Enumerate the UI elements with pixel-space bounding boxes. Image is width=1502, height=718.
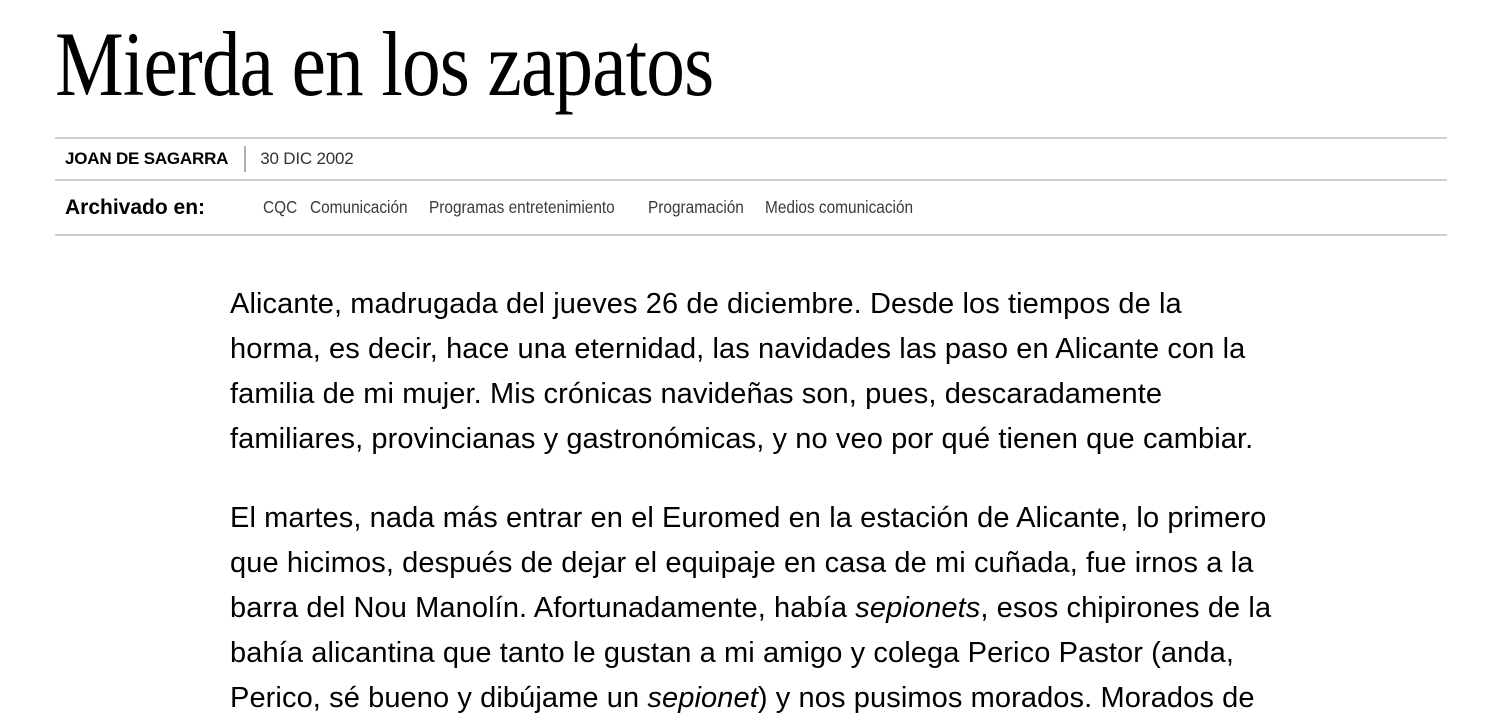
body-text: que hicimos, después de dejar el equipaje en casa de mi cuñada, fue irnos a la — [230, 547, 1254, 580]
page-title-text: Mierda en los zapatos — [55, 13, 714, 115]
paragraph — [230, 282, 1447, 462]
byline-separator — [244, 146, 246, 172]
body-text: El martes, nada más entrar en el Euromed en la estación de Alicante, lo primero — [230, 502, 1267, 535]
archived-label: Archivado en: — [65, 195, 206, 219]
body-text: familia de mi mujer. Mis crónicas navideñas son, pues, descaradamente — [230, 378, 1163, 411]
body-line — [230, 496, 1447, 541]
body-line — [230, 676, 1447, 718]
body-text: Perico, sé bueno y dibújame un — [230, 682, 648, 715]
tag-list — [263, 197, 941, 218]
body-text: bahía alicantina que tanto le gustan a mi amigo y colega Perico Pastor (anda, — [230, 637, 1234, 670]
divider-below-tags — [55, 234, 1447, 236]
byline-author: JOAN DE SAGARRA — [65, 149, 229, 169]
body-line — [230, 541, 1447, 586]
archived-in-bar — [55, 181, 1447, 234]
page-title — [55, 14, 1447, 115]
body-text: Alicante, madrugada del jueves 26 de diciembre. Desde los tiempos de la — [230, 288, 1182, 321]
body-text: ) y nos pusimos morados. Morados de — [757, 682, 1255, 715]
tag-link[interactable]: Comunicación — [309, 197, 408, 218]
paragraph — [230, 496, 1447, 718]
body-text: , esos chipirones de la — [980, 592, 1272, 625]
article-body — [230, 282, 1447, 718]
tag-link[interactable]: Programación — [647, 197, 744, 218]
tag-link[interactable]: CQC — [263, 197, 298, 218]
body-text: barra del Nou Manolín. Afortunadamente, había — [230, 592, 856, 625]
body-line — [230, 372, 1447, 417]
body-text: horma, es decir, hace una eternidad, las navidades las paso en Alicante con la — [230, 333, 1246, 366]
tag-link[interactable]: Programas entretenimiento — [428, 197, 615, 218]
italic-text: sepionets — [855, 592, 981, 625]
body-line — [230, 417, 1447, 462]
body-text: familiares, provincianas y gastronómicas, y no veo por qué tienen que cambiar. — [230, 423, 1254, 456]
byline-date: 30 DIC 2002 — [260, 149, 354, 169]
tag-link[interactable]: Medios comunicación — [764, 197, 913, 218]
body-line — [230, 327, 1447, 372]
body-line — [230, 631, 1447, 676]
article-page — [0, 14, 1502, 718]
italic-text: sepionet — [647, 682, 758, 715]
body-line — [230, 586, 1447, 631]
body-line — [230, 282, 1447, 327]
byline — [55, 139, 1447, 179]
